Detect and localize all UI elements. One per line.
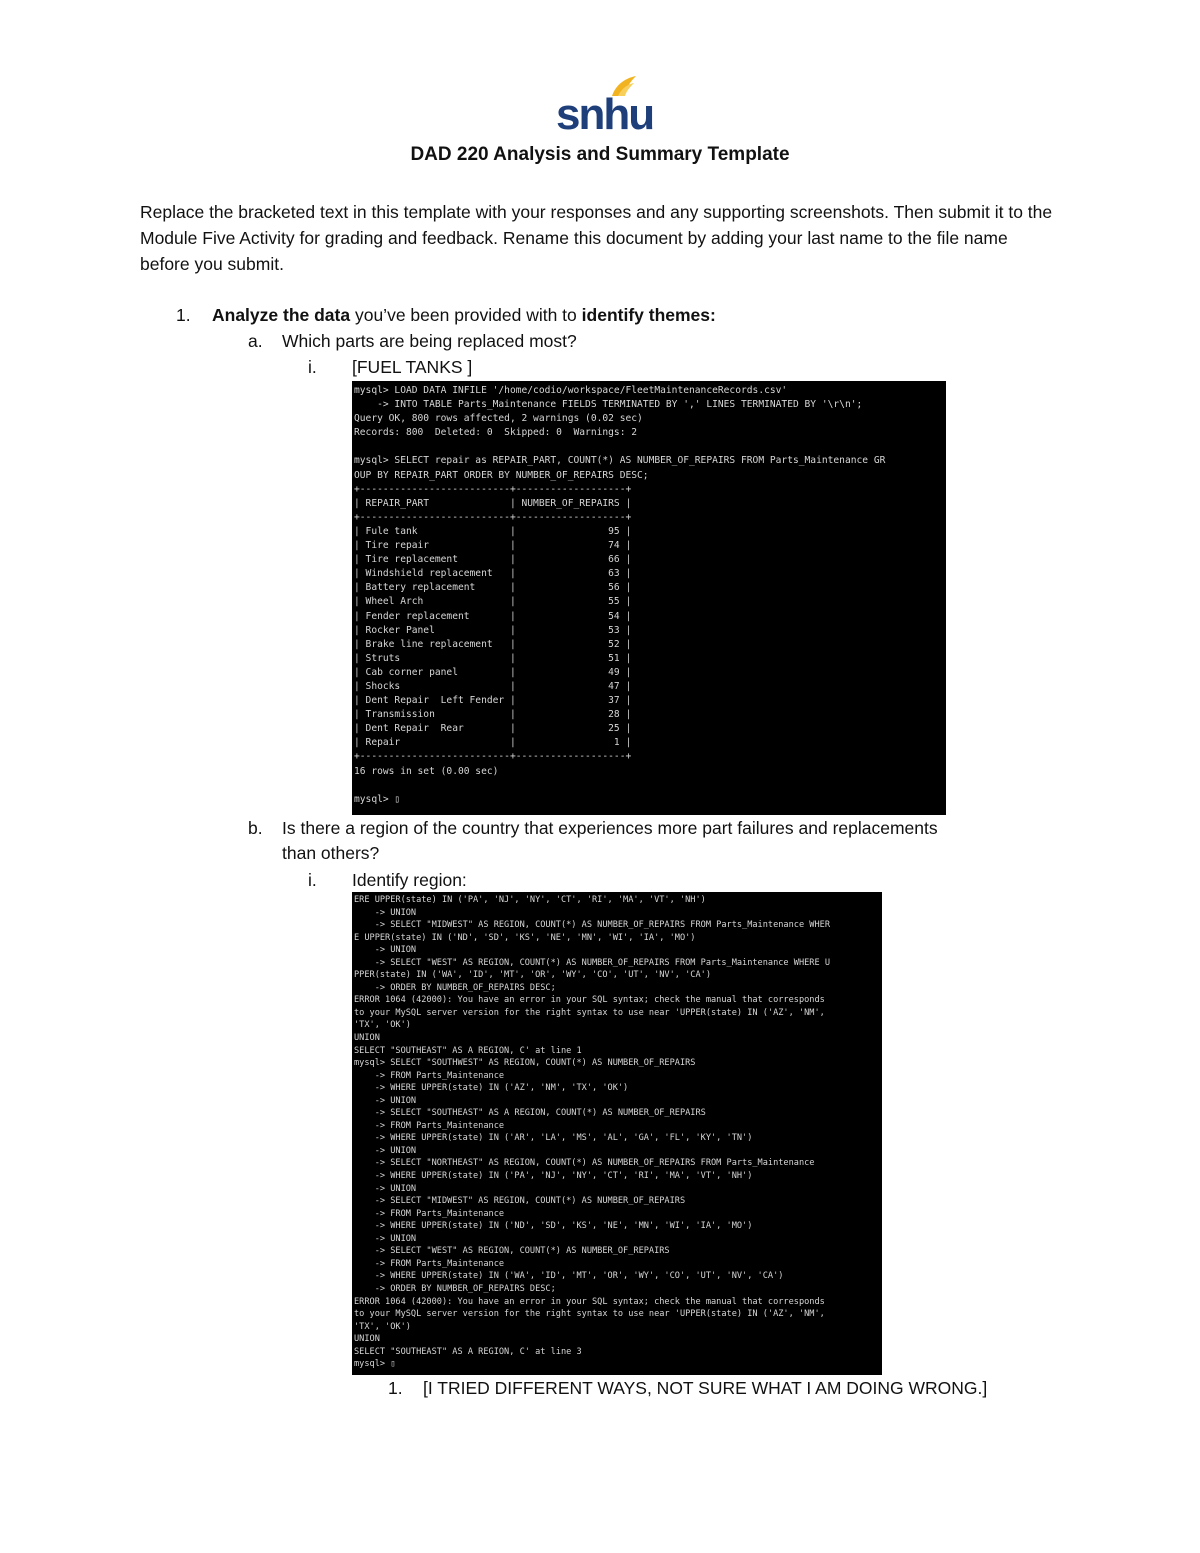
terminal-line: -> SELECT "SOUTHEAST" AS A REGION, COUNT(*) AS NUMBER_OF_REPAIRS bbox=[354, 1108, 706, 1119]
terminal-line: Query OK, 800 rows affected, 2 warnings (0.02 sec) bbox=[354, 413, 643, 425]
terminal-line: mysql> ▯ bbox=[354, 793, 401, 805]
terminal-line: | Fender replacement | 54 | bbox=[354, 610, 632, 622]
terminal-line: -> UNION bbox=[354, 907, 417, 918]
terminal-line: | Struts | 51 | bbox=[354, 652, 632, 664]
terminal-line: +--------------------------+-------------------+ bbox=[354, 511, 632, 523]
terminal-line: mysql> SELECT "SOUTHWEST" AS REGION, COUNT(*) AS NUMBER_OF_REPAIRS bbox=[354, 1058, 696, 1069]
q1b-i-1-answer: [I TRIED DIFFERENT WAYS, NOT SURE WHAT I AM DOING WRONG.] bbox=[423, 1378, 988, 1398]
terminal-line: | Repair | 1 | bbox=[354, 737, 632, 749]
terminal-screenshot-regions bbox=[352, 892, 882, 1375]
terminal-line: -> UNION bbox=[354, 1233, 417, 1244]
terminal-line: ERROR 1064 (42000): You have an error in your SQL syntax; check the manual that corresponds bbox=[354, 995, 825, 1006]
terminal-line: -> FROM Parts_Maintenance bbox=[354, 1070, 505, 1081]
terminal-line: mysql> ▯ bbox=[354, 1359, 396, 1370]
q1b-text-line1: Is there a region of the country that experiences more part failures and replacements bbox=[282, 818, 938, 838]
terminal-lines bbox=[354, 894, 882, 1371]
q1b-text-line2: than others? bbox=[282, 843, 380, 863]
terminal-line: -> ORDER BY NUMBER_OF_REPAIRS DESC; bbox=[354, 1283, 556, 1294]
q1a-marker: a. bbox=[248, 331, 263, 351]
terminal-line: PPER(state) IN ('WA', 'ID', 'MT', 'OR', 'WY', 'CO', 'UT', 'NV', 'CA') bbox=[354, 970, 711, 981]
question-1 bbox=[176, 305, 716, 326]
terminal-line: mysql> SELECT repair as REPAIR_PART, COUNT(*) AS NUMBER_OF_REPAIRS FROM Parts_Maintenance GR bbox=[354, 455, 886, 467]
terminal-line: | Battery replacement | 56 | bbox=[354, 582, 632, 594]
terminal-line bbox=[354, 440, 946, 454]
terminal-line: -> FROM Parts_Maintenance bbox=[354, 1120, 505, 1131]
terminal-line: OUP BY REPAIR_PART ORDER BY NUMBER_OF_REPAIRS DESC; bbox=[354, 469, 649, 481]
question-1-number: 1. bbox=[176, 305, 191, 325]
snhu-logo-graphic bbox=[556, 74, 654, 139]
terminal-line bbox=[354, 779, 946, 793]
question-1b-i-1 bbox=[388, 1378, 987, 1399]
terminal-line: | Transmission | 28 | bbox=[354, 709, 632, 721]
terminal-line: Records: 800 Deleted: 0 Skipped: 0 Warnings: 2 bbox=[354, 427, 638, 439]
terminal-line: to your MySQL server version for the right syntax to use near 'UPPER(state) IN ('AZ', 'NM', bbox=[354, 1309, 825, 1320]
terminal-line: 16 rows in set (0.00 sec) bbox=[354, 765, 499, 777]
terminal-line: 'TX', 'OK') bbox=[354, 1321, 411, 1332]
q1a-i-marker: i. bbox=[308, 357, 317, 377]
terminal-line: | Brake line replacement | 52 | bbox=[354, 638, 632, 650]
terminal-line: | Tire repair | 74 | bbox=[354, 540, 632, 552]
terminal-line: -> UNION bbox=[354, 1145, 417, 1156]
terminal-line: -> FROM Parts_Maintenance bbox=[354, 1258, 505, 1269]
terminal-line: -> FROM Parts_Maintenance bbox=[354, 1208, 505, 1219]
terminal-line: | Windshield replacement | 63 | bbox=[354, 568, 632, 580]
terminal-line: -> SELECT "NORTHEAST" AS REGION, COUNT(*) AS NUMBER_OF_REPAIRS FROM Parts_Maintenance bbox=[354, 1158, 815, 1169]
terminal-line: | Tire replacement | 66 | bbox=[354, 554, 632, 566]
q1b-i-marker: i. bbox=[308, 870, 317, 890]
terminal-line: -> WHERE UPPER(state) IN ('WA', 'ID', 'MT', 'OR', 'WY', 'CO', 'UT', 'NV', 'CA') bbox=[354, 1271, 784, 1282]
page-title: DAD 220 Analysis and Summary Template bbox=[410, 144, 790, 165]
question-1a-i bbox=[308, 357, 472, 378]
intro-paragraph bbox=[140, 199, 1060, 277]
q1b-marker: b. bbox=[248, 818, 263, 838]
q1a-answer: [FUEL TANKS ] bbox=[352, 357, 473, 377]
terminal-line: -> WHERE UPPER(state) IN ('PA', 'NJ', 'NY', 'CT', 'RI', 'MA', 'VT', 'NH') bbox=[354, 1171, 753, 1182]
terminal-line: +--------------------------+-------------------+ bbox=[354, 751, 632, 763]
terminal-line: E UPPER(state) IN ('ND', 'SD', 'KS', 'NE', 'MN', 'WI', 'IA', 'MO') bbox=[354, 932, 696, 943]
q1b-i-text: Identify region: bbox=[352, 870, 467, 890]
terminal-line: UNION bbox=[354, 1334, 380, 1345]
q1-plain-1: you’ve been provided with to bbox=[350, 305, 582, 325]
terminal-lines bbox=[354, 384, 946, 807]
terminal-line: mysql> LOAD DATA INFILE '/home/codio/workspace/FleetMaintenanceRecords.csv' bbox=[354, 385, 788, 396]
terminal-line: 'TX', 'OK') bbox=[354, 1020, 411, 1031]
terminal-line: | REPAIR_PART | NUMBER_OF_REPAIRS | bbox=[354, 497, 632, 509]
terminal-line: | Rocker Panel | 53 | bbox=[354, 624, 632, 636]
terminal-line: -> ORDER BY NUMBER_OF_REPAIRS DESC; bbox=[354, 982, 556, 993]
terminal-line: -> SELECT "MIDWEST" AS REGION, COUNT(*) AS NUMBER_OF_REPAIRS bbox=[354, 1196, 686, 1207]
terminal-line: | Cab corner panel | 49 | bbox=[354, 666, 632, 678]
terminal-line: -> INTO TABLE Parts_Maintenance FIELDS TERMINATED BY ',' LINES TERMINATED BY '\r\n'; bbox=[354, 399, 863, 411]
terminal-line: | Wheel Arch | 55 | bbox=[354, 596, 632, 608]
q1-bold-2: identify themes: bbox=[581, 305, 716, 325]
terminal-line: | Dent Repair Rear | 25 | bbox=[354, 723, 632, 735]
q1-bold-1: Analyze the data bbox=[212, 305, 351, 325]
terminal-line: SELECT "SOUTHEAST" AS A REGION, C' at line 1 bbox=[354, 1045, 582, 1056]
question-1b-i bbox=[308, 870, 467, 891]
question-1b bbox=[248, 818, 938, 839]
terminal-line: | Shocks | 47 | bbox=[354, 680, 632, 692]
terminal-line: -> UNION bbox=[354, 1095, 417, 1106]
terminal-line: SELECT "SOUTHEAST" AS A REGION, C' at line 3 bbox=[354, 1346, 582, 1357]
terminal-line: +--------------------------+-------------------+ bbox=[354, 483, 632, 495]
terminal-line: ERE UPPER(state) IN ('PA', 'NJ', 'NY', 'CT', 'RI', 'MA', 'VT', 'NH') bbox=[354, 895, 706, 905]
snhu-logo bbox=[556, 74, 654, 139]
svg-text:snhu: snhu bbox=[556, 90, 654, 139]
terminal-screenshot-repairs bbox=[352, 381, 946, 815]
terminal-line: | Fule tank | 95 | bbox=[354, 525, 632, 537]
q1b-i-1-marker: 1. bbox=[388, 1378, 403, 1398]
terminal-line: | Dent Repair Left Fender | 37 | bbox=[354, 695, 632, 707]
terminal-line: -> SELECT "MIDWEST" AS REGION, COUNT(*) AS NUMBER_OF_REPAIRS FROM Parts_Maintenance WHER bbox=[354, 920, 830, 931]
terminal-line: to your MySQL server version for the right syntax to use near 'UPPER(state) IN ('AZ', 'NM', bbox=[354, 1007, 825, 1018]
terminal-line: -> WHERE UPPER(state) IN ('AR', 'LA', 'MS', 'AL', 'GA', 'FL', 'KY', 'TN') bbox=[354, 1133, 753, 1144]
question-1a bbox=[248, 331, 577, 352]
terminal-line: -> UNION bbox=[354, 945, 417, 956]
terminal-line: -> WHERE UPPER(state) IN ('ND', 'SD', 'KS', 'NE', 'MN', 'WI', 'IA', 'MO') bbox=[354, 1221, 753, 1232]
terminal-line: UNION bbox=[354, 1033, 380, 1044]
terminal-line: -> SELECT "WEST" AS REGION, COUNT(*) AS NUMBER_OF_REPAIRS FROM Parts_Maintenance WHERE U bbox=[354, 957, 830, 968]
terminal-line: ERROR 1064 (42000): You have an error in your SQL syntax; check the manual that corresponds bbox=[354, 1296, 825, 1307]
question-1b-line2 bbox=[282, 843, 379, 864]
q1a-text: Which parts are being replaced most? bbox=[282, 331, 577, 351]
intro-text: Replace the bracketed text in this template with your responses and any supporting screenshots. Then submit it to the Module Five Activity for grading and feedback. Rename this document by adding your last name to the file name before you submit. bbox=[140, 202, 1053, 274]
terminal-line: -> SELECT "WEST" AS REGION, COUNT(*) AS NUMBER_OF_REPAIRS bbox=[354, 1246, 670, 1257]
terminal-line: -> UNION bbox=[354, 1183, 417, 1194]
terminal-line: -> WHERE UPPER(state) IN ('AZ', 'NM', 'TX', 'OK') bbox=[354, 1083, 629, 1094]
